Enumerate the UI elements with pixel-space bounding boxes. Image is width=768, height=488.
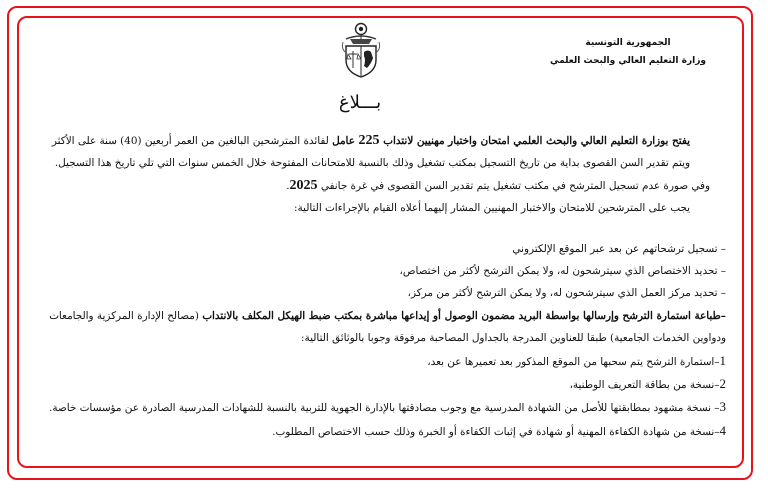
- list-text: –نسخة من بطاقة التعريف الوطنية،: [569, 379, 720, 392]
- procedure-item: – تحديد مركز العمل الذي سيترشحون له، ولا يمكن الترشح لأكثر من مركز،: [407, 287, 726, 300]
- list-number: 4: [719, 422, 726, 438]
- tunisia-coat-of-arms-icon: [340, 22, 382, 78]
- no-registration-paragraph: [36, 175, 726, 197]
- announcement-body: [36, 130, 726, 443]
- document-item: [36, 373, 726, 396]
- list-number: 1: [719, 352, 726, 368]
- print-send-bold: –طباعة استمارة الترشح وإرسالها بواسطة البريد مضمون الوصول أو إيداعها مباشرة بمكتب ضبط الهيكل المكلف بالانتداب: [202, 309, 726, 322]
- intro-rest-text: لفائدة المترشحين البالغين من العمر أربعين (40) سنة على الأكثر ويتم تقدير السن القصوى بداية من تاريخ التسجيل بمكتب تشغيل وذلك بالنسبة للامتحانات المفتوحة خلال الخمس سنوات التي تلي تاريخ هذا التسجيل.: [51, 135, 690, 170]
- document-item: [36, 420, 726, 443]
- page-title: بـــلاغ: [338, 92, 382, 113]
- reference-year: 2025: [289, 177, 318, 193]
- procedure-item: – تحديد الاختصاص الذي سيترشحون له، ولا يمكن الترشح لأكثر من اختصاص،: [399, 265, 726, 278]
- intro-paragraph: [36, 130, 726, 175]
- recruit-count: 225: [358, 133, 380, 148]
- intro-bold-text: يفتح بوزارة التعليم العالي والبحث العلمي امتحان واختبار مهنيين لانتداب: [379, 135, 690, 147]
- period: .: [286, 179, 290, 192]
- no-registration-text: وفي صورة عدم تسجيل المترشح في مكتب تشغيل يتم تقدير السن القصوى في غرة جانفي: [317, 179, 710, 192]
- document-item: [36, 350, 726, 373]
- ministry-header: [550, 34, 706, 70]
- intro-worker-text: عامل: [332, 135, 359, 147]
- list-text: – نسخة مشهود بمطابقتها للأصل من الشهادة المدرسية مع وجوب مصادقتها بالإدارة الجهوية للتربية بالنسبة للشهادات المدرسية الصادرة عن مؤسسات خاصة.: [49, 402, 720, 415]
- republic-name: الجمهورية التونسية: [585, 38, 671, 48]
- procedures-intro: يجب على المترشحين للامتحان والاختبار المهنيين المشار إليهما أعلاه القيام بالإجراءات التالية:: [293, 202, 690, 215]
- spacer: [36, 220, 726, 238]
- procedure-item: – تسجيل ترشحاتهم عن بعد عبر الموقع الإلكتروني: [512, 242, 726, 255]
- document-item: [36, 396, 726, 419]
- ministry-name: وزارة التعليم العالي والبحث العلمي: [549, 56, 706, 66]
- list-number: 2: [719, 376, 726, 392]
- print-send-rest: (مصالح الإدارة المركزية والجامعات ودواوين الخدمات الجامعية) طبقا للعناوين المدرجة بالجداول المصاحبة مرفوقة وجوبا بالوثائق التالية:: [49, 309, 726, 345]
- list-text: –استمارة الترشح يتم سحبها من الموقع المذكور بعد تعميرها عن بعد،: [427, 355, 720, 368]
- list-number: 3: [719, 399, 726, 415]
- print-send-paragraph: [36, 305, 726, 350]
- list-text: –نسخة من شهادة الكفاءة المهنية أو شهادة في إثبات الكفاءة أو الخبرة وذلك حسب الاختصاص المطلوب.: [272, 425, 720, 438]
